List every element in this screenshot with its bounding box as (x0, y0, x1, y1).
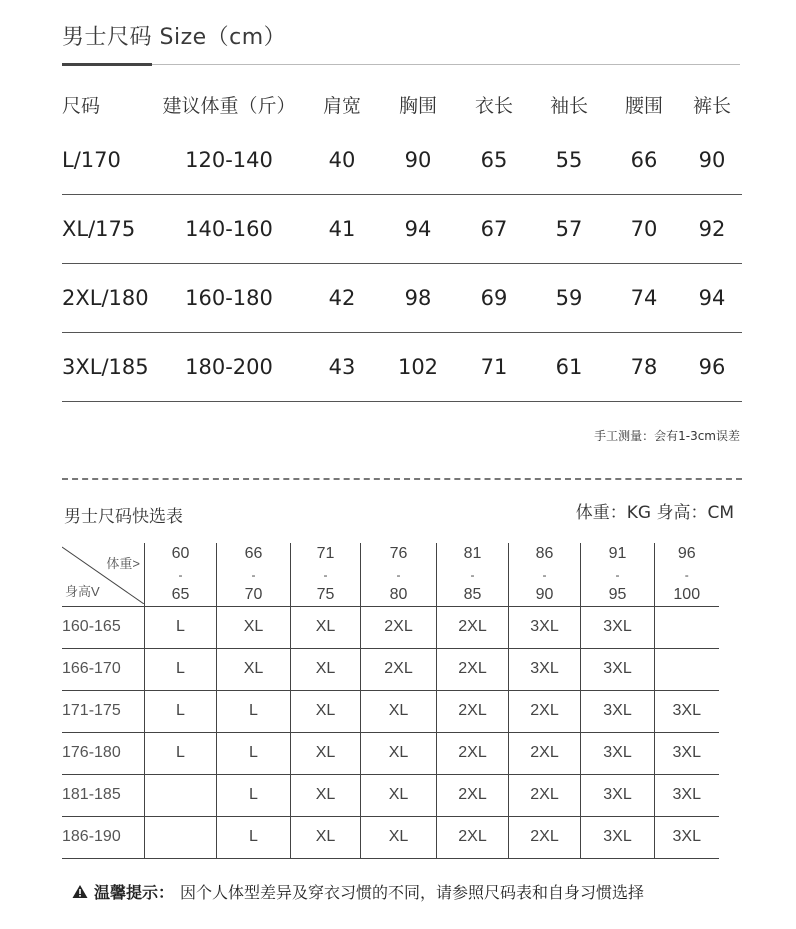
size-cell: XL (361, 690, 437, 732)
cell-pants: 90 (682, 126, 742, 195)
weight-min: 71 (316, 545, 335, 562)
cell-weight: 140-160 (154, 195, 304, 264)
weight-range-header (145, 543, 217, 606)
weight-range-header (437, 543, 509, 606)
range-dash: - (178, 567, 183, 582)
weight-range-header (581, 543, 655, 606)
cell-weight: 160-180 (154, 264, 304, 333)
size-cell (145, 774, 217, 816)
cell-shoulder: 43 (304, 333, 380, 402)
height-range: 176-180 (62, 732, 145, 774)
size-cell: 2XL (437, 774, 509, 816)
size-cell: 3XL (581, 606, 655, 648)
range-dash: - (615, 567, 620, 582)
weight-max: 85 (463, 586, 482, 603)
size-cell: 3XL (655, 774, 719, 816)
size-cell: XL (291, 732, 361, 774)
weight-range-header (217, 543, 291, 606)
size-cell: 3XL (509, 606, 581, 648)
height-range: 171-175 (62, 690, 145, 732)
size-cell: 3XL (581, 648, 655, 690)
quick-table-row (62, 606, 719, 648)
cell-chest: 98 (380, 264, 456, 333)
header-shoulder: 肩宽 (322, 94, 361, 117)
quick-table-row (62, 690, 719, 732)
quick-table-header (62, 543, 719, 606)
cell-shoulder: 42 (304, 264, 380, 333)
size-row (62, 333, 742, 402)
size-cell: XL (291, 774, 361, 816)
size-cell: XL (291, 606, 361, 648)
weight-min: 86 (535, 545, 554, 562)
weight-range-header (509, 543, 581, 606)
quick-table-row (62, 816, 719, 858)
title-accent-bar (62, 63, 152, 66)
dashed-divider (62, 478, 742, 480)
cell-size: L/170 (62, 126, 154, 195)
size-cell: 2XL (509, 732, 581, 774)
size-cell: 3XL (655, 690, 719, 732)
range-dash: - (684, 567, 689, 582)
size-cell: XL (291, 648, 361, 690)
size-cell: 2XL (509, 690, 581, 732)
weight-range-header (655, 543, 719, 606)
weight-min: 60 (171, 545, 190, 562)
header-weight: 建议体重（斤） (162, 94, 296, 117)
cell-weight: 120-140 (154, 126, 304, 195)
size-cell: 2XL (437, 732, 509, 774)
weight-max: 100 (673, 586, 701, 603)
height-range: 186-190 (62, 816, 145, 858)
size-row (62, 195, 742, 264)
cell-size: 2XL/180 (62, 264, 154, 333)
size-table (62, 82, 742, 402)
size-cell: L (217, 774, 291, 816)
size-cell: L (217, 816, 291, 858)
cell-pants: 94 (682, 264, 742, 333)
size-cell: XL (291, 690, 361, 732)
header-pants: 裤长 (692, 94, 731, 117)
cell-length: 65 (456, 126, 532, 195)
size-cell: L (145, 648, 217, 690)
footer-tip (72, 880, 644, 903)
size-table-header (62, 82, 742, 126)
weight-max: 65 (171, 586, 190, 603)
page-title: 男士尺码 Size（cm） (62, 25, 287, 50)
corner-height-label: 身高V (65, 584, 100, 599)
size-cell: 3XL (581, 816, 655, 858)
cell-size: 3XL/185 (62, 333, 154, 402)
header-length: 衣长 (474, 94, 513, 117)
quick-table-unit: 体重：KG 身高：CM (575, 503, 734, 523)
range-dash: - (396, 567, 401, 582)
size-cell: XL (217, 648, 291, 690)
cell-shoulder: 40 (304, 126, 380, 195)
cell-weight: 180-200 (154, 333, 304, 402)
size-cell: 3XL (581, 690, 655, 732)
cell-size: XL/175 (62, 195, 154, 264)
weight-min: 81 (463, 545, 482, 562)
range-dash: - (542, 567, 547, 582)
height-range: 160-165 (62, 606, 145, 648)
size-cell: 2XL (361, 648, 437, 690)
cell-waist: 66 (606, 126, 682, 195)
size-cell (655, 606, 719, 648)
header-sleeve: 袖长 (549, 94, 588, 117)
size-cell: 2XL (437, 606, 509, 648)
cell-sleeve: 59 (532, 264, 606, 333)
header-size: 尺码 (62, 94, 101, 117)
size-cell: XL (361, 774, 437, 816)
quick-table-row (62, 648, 719, 690)
header-chest: 胸围 (398, 94, 437, 117)
corner-weight-label: 体重> (106, 556, 140, 571)
size-cell: L (145, 732, 217, 774)
size-cell: 3XL (581, 732, 655, 774)
weight-min: 66 (244, 545, 263, 562)
size-cell: L (217, 732, 291, 774)
height-range: 181-185 (62, 774, 145, 816)
quick-size-table (62, 543, 719, 859)
cell-waist: 78 (606, 333, 682, 402)
size-cell: 3XL (509, 648, 581, 690)
quick-table-row (62, 732, 719, 774)
weight-min: 91 (608, 545, 627, 562)
size-cell: 3XL (655, 816, 719, 858)
size-cell: 2XL (437, 648, 509, 690)
size-cell: L (145, 690, 217, 732)
range-dash: - (323, 567, 328, 582)
size-cell (145, 816, 217, 858)
cell-waist: 74 (606, 264, 682, 333)
weight-range-header (291, 543, 361, 606)
range-dash: - (470, 567, 475, 582)
header-waist: 腰围 (624, 94, 663, 117)
quick-table-row (62, 774, 719, 816)
cell-sleeve: 61 (532, 333, 606, 402)
size-cell: L (217, 690, 291, 732)
size-cell: 2XL (509, 816, 581, 858)
weight-max: 80 (389, 586, 408, 603)
range-dash: - (251, 567, 256, 582)
cell-sleeve: 57 (532, 195, 606, 264)
height-range: 166-170 (62, 648, 145, 690)
weight-range-header (361, 543, 437, 606)
size-row (62, 264, 742, 333)
size-cell: 2XL (509, 774, 581, 816)
weight-max: 70 (244, 586, 263, 603)
weight-max: 95 (608, 586, 627, 603)
measurement-note: 手工测量：会有1-3cm误差 (594, 429, 740, 443)
size-cell: L (145, 606, 217, 648)
cell-chest: 102 (380, 333, 456, 402)
cell-chest: 90 (380, 126, 456, 195)
corner-cell (62, 543, 145, 606)
weight-max: 90 (535, 586, 554, 603)
footer-text: 因个人体型差异及穿衣习惯的不同，请参照尺码表和自身习惯选择 (180, 883, 645, 902)
size-row (62, 126, 742, 195)
size-cell: 2XL (437, 816, 509, 858)
cell-length: 67 (456, 195, 532, 264)
size-cell: XL (361, 816, 437, 858)
cell-pants: 92 (682, 195, 742, 264)
cell-chest: 94 (380, 195, 456, 264)
quick-table-title: 男士尺码快选表 (64, 507, 183, 527)
size-cell: XL (217, 606, 291, 648)
title-divider (62, 64, 740, 65)
weight-min: 96 (677, 545, 696, 562)
weight-max: 75 (316, 586, 335, 603)
warning-icon (72, 884, 88, 899)
size-cell: 2XL (437, 690, 509, 732)
cell-waist: 70 (606, 195, 682, 264)
size-cell: 2XL (361, 606, 437, 648)
cell-pants: 96 (682, 333, 742, 402)
cell-length: 69 (456, 264, 532, 333)
footer-label: 温馨提示： (94, 883, 175, 902)
size-cell: XL (291, 816, 361, 858)
weight-min: 76 (389, 545, 408, 562)
size-cell: 3XL (655, 732, 719, 774)
size-cell: 3XL (581, 774, 655, 816)
cell-shoulder: 41 (304, 195, 380, 264)
cell-sleeve: 55 (532, 126, 606, 195)
size-cell: XL (361, 732, 437, 774)
size-cell (655, 648, 719, 690)
cell-length: 71 (456, 333, 532, 402)
